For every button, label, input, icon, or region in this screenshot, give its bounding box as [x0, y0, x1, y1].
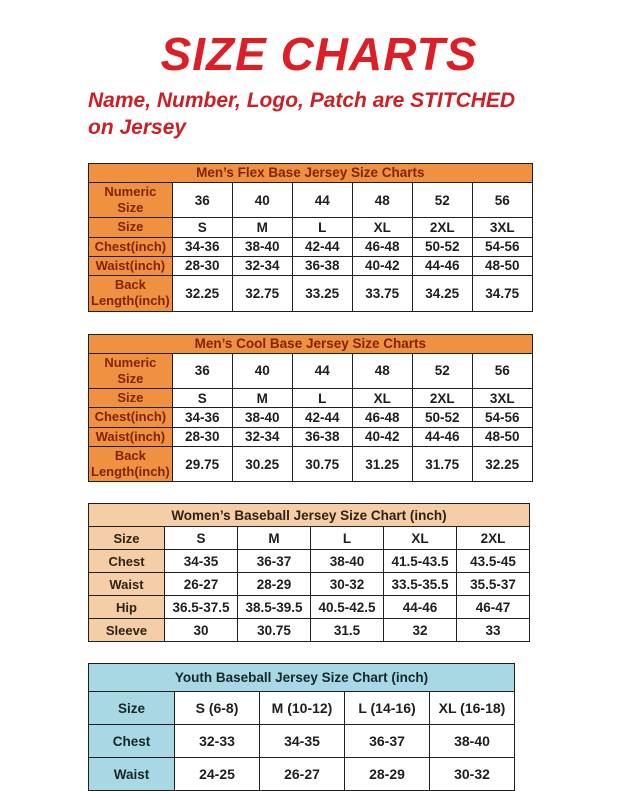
size-value: 34-36 [172, 237, 232, 256]
size-value: 34.25 [412, 276, 472, 312]
size-value: 33.5-35.5 [384, 573, 457, 596]
size-value: 46-47 [457, 596, 530, 619]
table-row [89, 182, 533, 218]
table-row [89, 550, 530, 573]
table-row [89, 218, 533, 237]
size-value: 33 [457, 619, 530, 642]
size-value: 2XL [412, 218, 472, 237]
table-row [89, 596, 530, 619]
size-value: 38-40 [430, 725, 515, 758]
size-value: S (6-8) [175, 692, 260, 725]
row-label: Waist [89, 758, 175, 791]
size-value: XL [384, 527, 457, 550]
size-value: XL (16-18) [430, 692, 515, 725]
size-value: XL [352, 218, 412, 237]
row-label: Size [89, 218, 173, 237]
size-value: M [238, 527, 311, 550]
page-subtitle [88, 88, 538, 141]
mens-cool-base-table [88, 334, 533, 483]
size-value: 32 [384, 619, 457, 642]
size-value: 41.5-43.5 [384, 550, 457, 573]
size-value: 44-46 [384, 596, 457, 619]
size-value: 40 [232, 182, 292, 218]
row-label: Size [89, 527, 165, 550]
size-value: 33.25 [292, 276, 352, 312]
table-row [89, 389, 533, 408]
page-title: SIZE CHARTS [160, 28, 478, 80]
size-value: S [165, 527, 238, 550]
size-value: 50-52 [412, 408, 472, 427]
size-value: XL [352, 389, 412, 408]
size-value: 44 [292, 182, 352, 218]
size-value: S [172, 218, 232, 237]
size-value: L [311, 527, 384, 550]
table-row [89, 573, 530, 596]
size-value: 36-37 [345, 725, 430, 758]
size-value: M [232, 218, 292, 237]
size-value: L [292, 218, 352, 237]
size-value: 40-42 [352, 427, 412, 446]
size-value: 2XL [457, 527, 530, 550]
size-value: 24-25 [175, 758, 260, 791]
size-value: 48 [352, 182, 412, 218]
row-label: Chest [89, 550, 165, 573]
size-value: 28-30 [172, 427, 232, 446]
table-row [89, 692, 515, 725]
table-row [89, 353, 533, 389]
row-label: Waist(inch) [89, 427, 173, 446]
size-value: 33.75 [352, 276, 412, 312]
size-value: 48-50 [472, 256, 532, 275]
size-value: 30.75 [238, 619, 311, 642]
size-value: 32.25 [472, 446, 532, 482]
table-title: Men’s Flex Base Jersey Size Charts [89, 163, 533, 182]
size-value: 26-27 [165, 573, 238, 596]
size-value: 30.75 [292, 446, 352, 482]
row-label: Numeric Size [89, 182, 173, 218]
size-value: 32-34 [232, 427, 292, 446]
size-value: 34-35 [260, 725, 345, 758]
size-value: 30.25 [232, 446, 292, 482]
size-value: 56 [472, 182, 532, 218]
size-value: 28-29 [345, 758, 430, 791]
size-value: 36 [172, 353, 232, 389]
size-value: 50-52 [412, 237, 472, 256]
youth-baseball-table [88, 663, 515, 791]
size-value: 52 [412, 182, 472, 218]
size-value: 44-46 [412, 427, 472, 446]
size-value: 36-37 [238, 550, 311, 573]
row-label: Chest(inch) [89, 408, 173, 427]
table-row [89, 256, 533, 275]
table-row [89, 276, 533, 312]
size-value: 31.25 [352, 446, 412, 482]
size-value: M (10-12) [260, 692, 345, 725]
size-value: 54-56 [472, 237, 532, 256]
table-title: Youth Baseball Jersey Size Chart (inch) [89, 664, 515, 692]
charts-area [88, 163, 638, 791]
size-value: 36-38 [292, 256, 352, 275]
size-value: 42-44 [292, 237, 352, 256]
size-value: 48-50 [472, 427, 532, 446]
size-value: 31.5 [311, 619, 384, 642]
size-value: 32.25 [172, 276, 232, 312]
row-label: Chest [89, 725, 175, 758]
row-label: Waist(inch) [89, 256, 173, 275]
row-label: Waist [89, 573, 165, 596]
size-value: 46-48 [352, 237, 412, 256]
size-value: M [232, 389, 292, 408]
table-row [89, 619, 530, 642]
row-label: Back Length(inch) [89, 446, 173, 482]
table-row [89, 408, 533, 427]
size-value: 38-40 [232, 237, 292, 256]
page-subtitle-line2: on Jersey [88, 115, 187, 139]
table-row [89, 527, 530, 550]
size-value: 44-46 [412, 256, 472, 275]
size-value: 28-30 [172, 256, 232, 275]
size-value: L (14-16) [345, 692, 430, 725]
size-value: 40-42 [352, 256, 412, 275]
table-title: Women’s Baseball Jersey Size Chart (inch) [89, 504, 530, 527]
size-value: 26-27 [260, 758, 345, 791]
size-value: 36 [172, 182, 232, 218]
mens-flex-base-table [88, 163, 533, 312]
size-value: 31.75 [412, 446, 472, 482]
size-value: 30-32 [311, 573, 384, 596]
size-value: 40.5-42.5 [311, 596, 384, 619]
size-value: 30-32 [430, 758, 515, 791]
row-label: Size [89, 389, 173, 408]
size-value: 46-48 [352, 408, 412, 427]
table-row [89, 446, 533, 482]
size-value: 32-33 [175, 725, 260, 758]
size-charts-page [0, 28, 638, 783]
size-value: 43.5-45 [457, 550, 530, 573]
table-row [89, 758, 515, 791]
size-value: 32-34 [232, 256, 292, 275]
table-row [89, 237, 533, 256]
size-value: L [292, 389, 352, 408]
size-value: 30 [165, 619, 238, 642]
table-row [89, 725, 515, 758]
page-subtitle-line1: Name, Number, Logo, Patch are STITCHED [88, 89, 516, 113]
size-value: 40 [232, 353, 292, 389]
size-value: 34.75 [472, 276, 532, 312]
size-value: 3XL [472, 389, 532, 408]
row-label: Hip [89, 596, 165, 619]
size-value: 52 [412, 353, 472, 389]
size-value: 2XL [412, 389, 472, 408]
size-value: 38.5-39.5 [238, 596, 311, 619]
size-value: 28-29 [238, 573, 311, 596]
size-value: 38-40 [311, 550, 384, 573]
size-value: 56 [472, 353, 532, 389]
row-label: Back Length(inch) [89, 276, 173, 312]
row-label: Chest(inch) [89, 237, 173, 256]
size-value: 3XL [472, 218, 532, 237]
size-value: 35.5-37 [457, 573, 530, 596]
size-value: 42-44 [292, 408, 352, 427]
size-value: 48 [352, 353, 412, 389]
row-label: Numeric Size [89, 353, 173, 389]
table-title: Men’s Cool Base Jersey Size Charts [89, 334, 533, 353]
table-row [89, 427, 533, 446]
womens-baseball-table [88, 503, 530, 642]
size-value: 34-36 [172, 408, 232, 427]
row-label: Size [89, 692, 175, 725]
size-value: 36-38 [292, 427, 352, 446]
size-value: 54-56 [472, 408, 532, 427]
size-value: S [172, 389, 232, 408]
size-value: 36.5-37.5 [165, 596, 238, 619]
size-value: 34-35 [165, 550, 238, 573]
size-value: 29.75 [172, 446, 232, 482]
row-label: Sleeve [89, 619, 165, 642]
size-value: 44 [292, 353, 352, 389]
size-value: 32.75 [232, 276, 292, 312]
size-value: 38-40 [232, 408, 292, 427]
